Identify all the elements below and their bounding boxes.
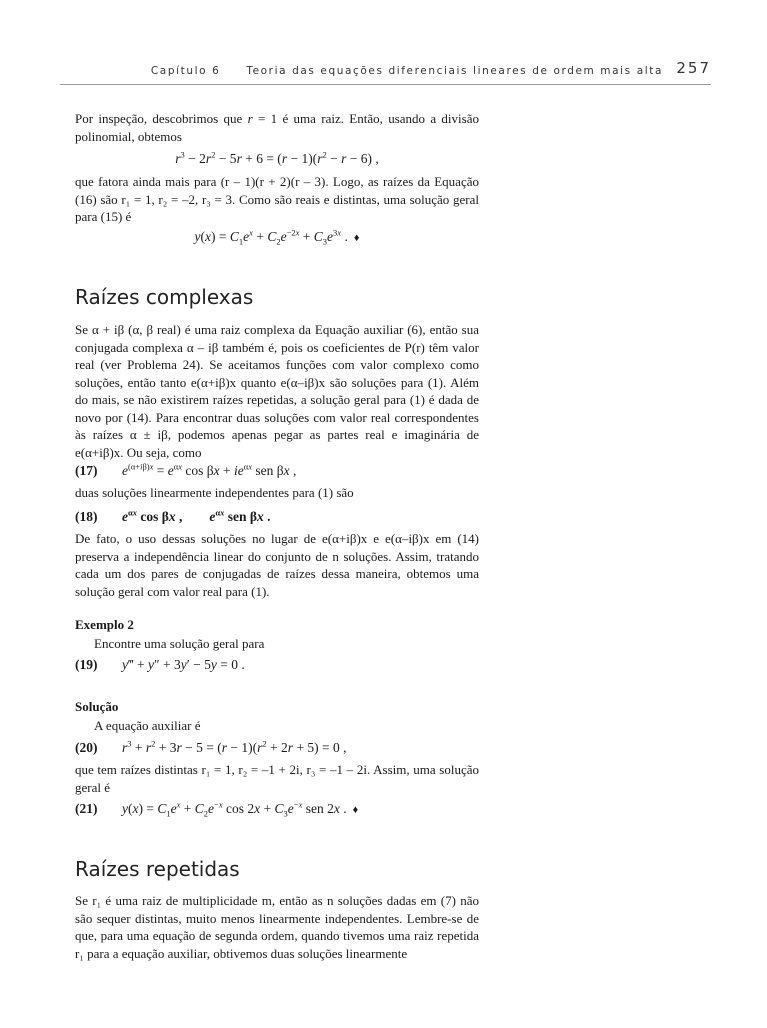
end-of-example-icon: ♦	[352, 804, 359, 816]
header-title: Teoria das equações diferenciais lineares de ordem mais alta	[246, 65, 663, 77]
section-title-complex-roots: Raízes complexas	[75, 285, 254, 309]
header-chapter: Capítulo 6	[150, 65, 221, 77]
equation-19: (19) y‴ + y″ + 3y′ − 5y = 0 .	[75, 657, 245, 672]
intro-paragraph-1: Por inspeção, descobrimos que r = 1 é uma raiz. Então, usando a divisão polinomial, obtemos	[75, 111, 479, 144]
aux-equation-intro: A equação auxiliar é	[94, 718, 201, 733]
end-of-example-icon: ♦	[353, 232, 360, 244]
repeated-paragraph-1: Se r₁ é uma raiz de multiplicidade m, então as n soluções dadas em (7) não são sequer distintas, muito menos linearmente independentes. Lembre-se de que, para uma equação de segunda ordem, quando tivemos uma raiz repetida r₁ para a equação auxiliar, obtivemos duas soluções linearmente	[75, 893, 479, 961]
solution-label: Solução	[75, 699, 119, 714]
complex-paragraph-3: De fato, o uso dessas soluções no lugar de e(α+iβ)x e e(α–iβ)x em (14) preserva a independência linear do conjunto de n soluções. Assim, tratando cada um dos pares de conjugadas de raízes dessa maneira, obtemos uma solução geral com valor real para (1).	[75, 531, 479, 599]
example-prompt: Encontre uma solução geral para	[94, 636, 265, 651]
header-text	[151, 65, 663, 77]
complex-paragraph-1: Se α + iβ (α, β real) é uma raiz complexa da Equação auxiliar (6), então sua conjugada complexa α – iβ também é, pois os coeficientes de P(r) têm valor real (ver Problema 24). Se aceitamos funções com valor complexo como soluções, então tanto e(α+iβ)x quanto e(α–iβ)x são soluções para (1). Além do mais, se não existirem raízes repetidas, a solução geral para (1) é dada de novo por (14). Para encontrar duas soluções com valor real correspondentes às raízes α ± iβ, podemos apenas pegar as partes real e imaginária de e(α+iβ)x. Ou seja, como	[75, 322, 479, 460]
equation-21: (21) $y(x) = C_1e^x + C_2e^{-x}$ $\cos 2x + C_3e^{-x}$ sen 2x . ♦	[75, 799, 359, 819]
example-label: Exemplo 2	[75, 617, 134, 632]
example-roots-paragraph: que tem raízes distintas r₁ = 1, r₂ = –1 + 2i, r₃ = –1 – 2i. Assim, uma solução geral é	[75, 762, 479, 795]
running-header	[60, 60, 711, 85]
page-number: 257	[676, 59, 711, 77]
equation-18: (18) $e^{\alpha x}$ cos βx , $e^{\alpha x}$ sen βx .	[75, 507, 271, 524]
equation-17: (17) $e^{(\alpha+i\beta)x} = e^{\alpha x}$ $\cos \beta x + ie^{\alpha x}$ sen βx ,	[75, 461, 297, 478]
intro-paragraph-2: que fatora ainda mais para (r – 1)(r + 2)(r – 3). Logo, as raízes da Equação (16) são r₁ = 1, r₂ = –2, r₃ = 3. Como são reais e distintas, uma solução geral para (15) é	[75, 174, 479, 224]
equation-factorization: $r^3 - 2r^2 - 5r + 6 = (r - 1)(r^2 - r - 6)$ ,	[175, 149, 379, 166]
complex-paragraph-2: duas soluções linearmente independentes para (1) são	[75, 485, 354, 500]
equation-20: (20) $r^3 + r^2 + 3r - 5 = (r - 1)(r^2 + 2r + 5) = 0$ ,	[75, 738, 347, 755]
equation-general-solution-15: $y(x) = C_1e^x + C_2e^{-2x} + C_3e^{3x}$ . ♦	[194, 227, 360, 247]
section-title-repeated-roots: Raízes repetidas	[75, 857, 240, 881]
